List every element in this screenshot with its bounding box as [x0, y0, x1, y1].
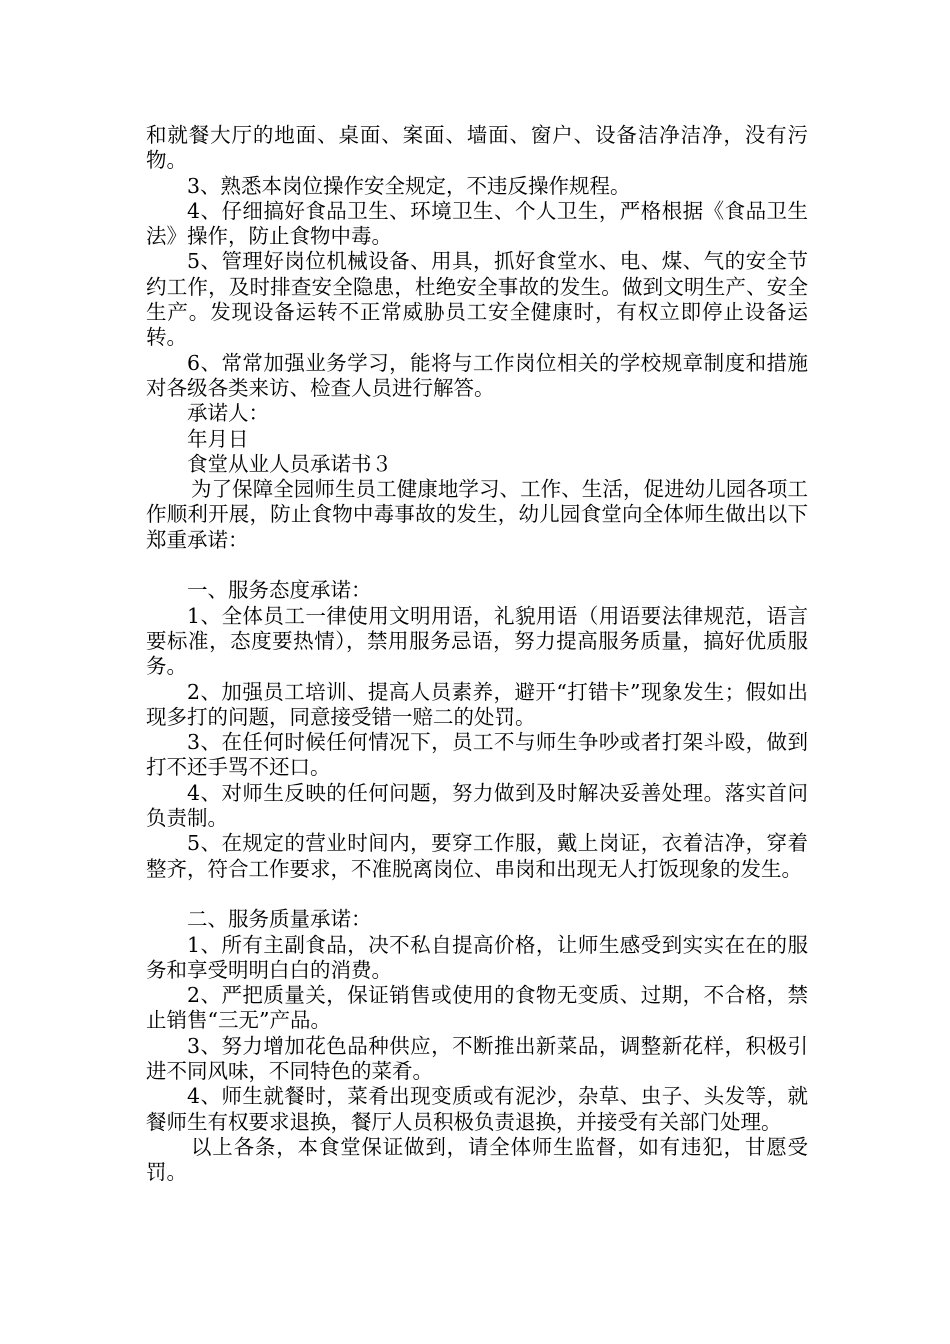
document-body — [146, 123, 808, 1185]
attitude-item-2: 2、加强员工培训、提高人员素养，避开“打错卡”现象发生；假如出现多打的问题，同意接受错一赔二的处罚。 — [146, 679, 808, 729]
quality-item-4: 4、师生就餐时，菜肴出现变质或有泥沙，杂草、虫子、头发等，就餐师生有权要求退换，餐厅人员积极负责退换，并接受有关部门处理。 — [146, 1084, 808, 1134]
paragraph-item-5: 5、管理好岗位机械设备、用具，抓好食堂水、电、煤、气的安全节约工作，及时排查安全隐患，杜绝安全事故的发生。做到文明生产、安全生产。发现设备运转不正常威胁员工安全健康时，有权立即停止设备运转。 — [146, 249, 808, 350]
signatory-label: 承诺人： — [187, 401, 269, 426]
blank-line — [146, 882, 808, 907]
closing-paragraph: 以上各条，本食堂保证做到，请全体师生监督，如有违犯，甘愿受罚。 — [146, 1134, 808, 1185]
paragraph-continuation: 和就餐大厅的地面、桌面、案面、墙面、窗户、设备洁净洁净，没有污物。 — [146, 123, 808, 173]
paragraph-item-6: 6、常常加强业务学习，能将与工作岗位相关的学校规章制度和措施对各级各类来访、检查人员进行解答。 — [146, 350, 808, 400]
heading-service-attitude: 一、服务态度承诺： — [187, 578, 372, 603]
section-title: 食堂从业人员承诺书３ — [187, 451, 392, 476]
quality-item-3: 3、努力增加花色品种供应，不断推出新菜品，调整新花样，积极引进不同风味，不同特色的菜肴。 — [146, 1033, 808, 1083]
quality-item-2: 2、严把质量关，保证销售或使用的食物无变质、过期，不合格，禁止销售“三无”产品。 — [146, 983, 808, 1033]
attitude-item-5: 5、在规定的营业时间内，要穿工作服，戴上岗证，衣着洁净，穿着整齐，符合工作要求，不准脱离岗位、串岗和出现无人打饭现象的发生。 — [146, 831, 808, 881]
quality-item-1: 1、所有主副食品，决不私自提高价格，让师生感受到实实在在的服务和享受明明白白的消费。 — [146, 932, 808, 982]
paragraph-item-4: 4、仔细搞好食品卫生、环境卫生、个人卫生，严格根据《食品卫生法》操作，防止食物中毒。 — [146, 198, 808, 249]
attitude-item-3: 3、在任何时候任何情况下，员工不与师生争吵或者打架斗殴，做到打不还手骂不还口。 — [146, 730, 808, 780]
attitude-item-4: 4、对师生反映的任何问题，努力做到及时解决妥善处理。落实首问负责制。 — [146, 780, 808, 831]
intro-paragraph: 为了保障全园师生员工健康地学习、工作、生活，促进幼儿园各项工作顺利开展，防止食物中毒事故的发生，幼儿园食堂向全体师生做出以下郑重承诺： — [146, 477, 808, 552]
heading-service-quality: 二、服务质量承诺： — [187, 907, 372, 932]
date-label: 年月日 — [187, 426, 249, 451]
paragraph-item-3: 3、熟悉本岗位操作安全规定，不违反操作规程。 — [187, 173, 631, 198]
blank-line — [146, 553, 808, 578]
attitude-item-1: 1、全体员工一律使用文明用语，礼貌用语（用语要法律规范，语言要标准，态度要热情），禁用服务忌语，努力提高服务质量，搞好优质服务。 — [146, 603, 808, 679]
